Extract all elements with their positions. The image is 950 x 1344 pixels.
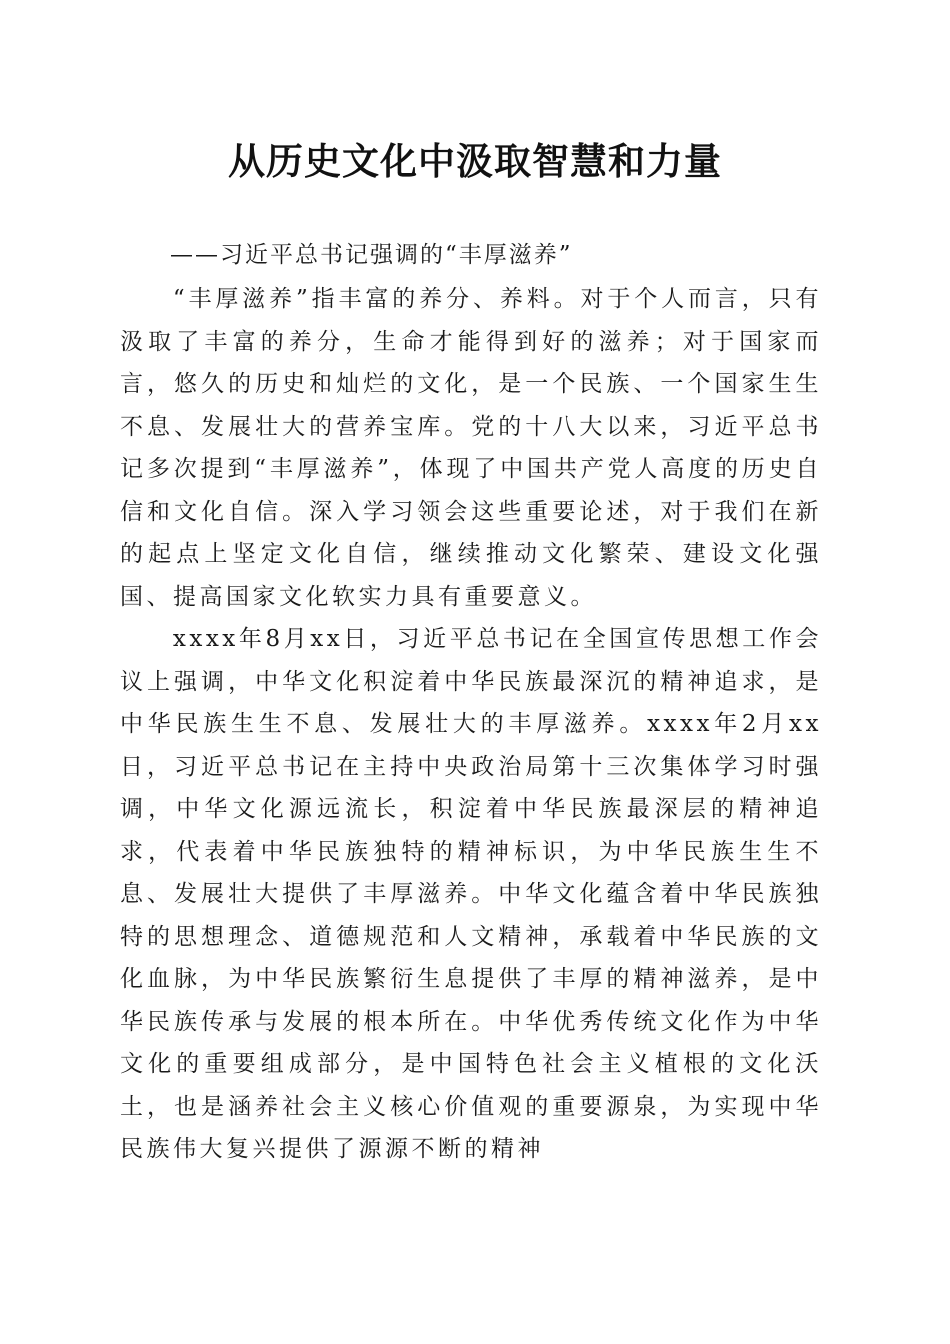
- document-title: 从历史文化中汲取智慧和力量: [228, 139, 722, 183]
- document-subtitle: ——习近平总书记强调的“丰厚滋养”: [170, 242, 573, 268]
- document-body: [120, 278, 822, 1171]
- paragraph-2: xxxx年8月xx日，习近平总书记在全国宣传思想工作会议上强调，中华文化积淀着中华民族最深沉的精神追求，是中华民族生生不息、发展壮大的丰厚滋养。xxxx年2月xx日，习近平总书记在主持中央政治局第十三次集体学习时强调，中华文化源远流长，积淀着中华民族最深层的精神追求，代表着中华民族独特的精神标识，为中华民族生生不息、发展壮大提供了丰厚滋养。中华文化蕴含着中华民族独特的思想理念、道德规范和人文精神，承载着中华民族的文化血脉，为中华民族繁衍生息提供了丰厚的精神滋养，是中华民族传承与发展的根本所在。中华优秀传统文化作为中华文化的重要组成部分，是中国特色社会主义植根的文化沃土，也是涵养社会主义核心价值观的重要源泉，为实现中华民族伟大复兴提供了源源不断的精神: [120, 626, 822, 1162]
- paragraph-1: “丰厚滋养”指丰富的养分、养料。对于个人而言，只有汲取了丰富的养分，生命才能得到好的滋养；对于国家而言，悠久的历史和灿烂的文化，是一个民族、一个国家生生不息、发展壮大的营养宝库。党的十八大以来，习近平总书记多次提到“丰厚滋养”，体现了中国共产党人高度的历史自信和文化自信。深入学习领会这些重要论述，对于我们在新的起点上坚定文化自信，继续推动文化繁荣、建设文化强国、提高国家文化软实力具有重要意义。: [120, 286, 822, 610]
